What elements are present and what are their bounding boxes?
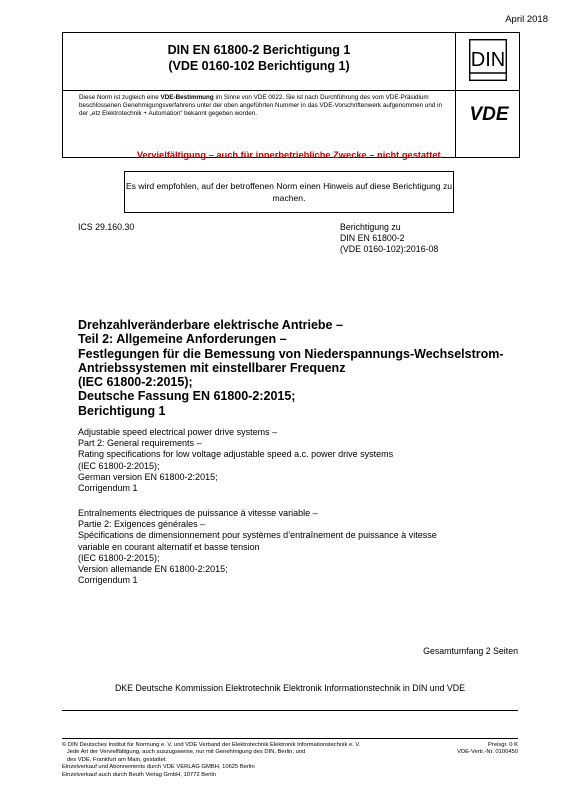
footer-divider-top (62, 710, 518, 711)
price-group: Preisgr. 0 K (488, 742, 518, 748)
german-title-line: Teil 2: Allgemeine Anforderungen – (78, 332, 287, 347)
french-title-line: Spécifications de dimensionnement pour systèmes d’entraînement de puissance à vitesse (78, 530, 437, 541)
french-title-line: variable en courant alternatif et basse tension (78, 541, 260, 552)
header-divider-vertical (455, 33, 456, 157)
vde-statement (79, 94, 445, 118)
german-title-line: Berichtigung 1 (78, 403, 166, 418)
ics-number: ICS 29.160.30 (78, 222, 135, 232)
reproduction-warning: Vervielfältigung – auch für innerbetriebliche Zwecke – nicht gestattet. (136, 150, 444, 160)
footer-divider-bottom (62, 738, 518, 739)
vde-statement-post: im Sinne von VDE 0022. Sie ist nach Durchführung des vom VDE-Präsidium beschlossenen Genehmigungsverfahrens unter der oben angeführten Nummer in das VDE-Vorschriftenwerk aufgenommen und in der „etz Elektrotechnik + Automation“ bekannt gegeben worden. (79, 94, 442, 117)
german-title-line: Deutsche Fassung EN 61800-2:2015; (78, 389, 296, 404)
vde-statement-pre: Diese Norm ist zugleich eine (79, 94, 161, 101)
french-title-line: Corrigendum 1 (78, 575, 138, 586)
vde-contract-number: VDE-Vertr.-Nr. 0100450 (457, 749, 518, 756)
english-title-line: Rating specifications for low voltage adjustable speed a.c. power drive systems (78, 449, 394, 460)
vde-logo (461, 103, 517, 125)
german-title-line: Antriebssystemen mit einstellbarer Frequenz (78, 360, 346, 375)
berichtigung-reference (340, 222, 438, 255)
page-count: Gesamtumfang 2 Seiten (423, 646, 518, 656)
english-title-line: (IEC 61800-2:2015); (78, 460, 160, 471)
footer-line: Jede Art der Vervielfältigung, auch auszugsweise, nur mit Genehmigung des DIN, Berlin, und (62, 749, 306, 756)
footer-line: Einzelverkauf auch durch Beuth Verlag GmbH, 10772 Berlin (62, 771, 217, 778)
berichtigung-line: DIN EN 61800-2 (340, 233, 405, 243)
title-line-1: DIN EN 61800-2 Berichtigung 1 (167, 43, 351, 57)
header-box (62, 32, 520, 158)
german-title-line: (IEC 61800-2:2015); (78, 375, 193, 390)
dke-statement: DKE Deutsche Kommission Elektrotechnik Elektronik Informationstechnik in DIN und VDE (114, 683, 466, 693)
english-title-line: German version EN 61800-2:2015; (78, 471, 218, 482)
price-info (457, 742, 518, 757)
document-title (63, 42, 455, 74)
french-title-line: Partie 2: Exigences générales – (78, 519, 206, 530)
copyright-footer (62, 742, 432, 779)
footer-line: des VDE, Frankfurt am Main, gestattet. (62, 756, 168, 763)
german-title-line: Festlegungen für die Bemessung von Niederspannungs-Wechselstrom- (78, 346, 504, 361)
din-logo-text: DIN (470, 49, 506, 71)
berichtigung-line: Berichtigung zu (340, 222, 401, 232)
english-title (78, 427, 518, 494)
din-logo (469, 39, 507, 81)
berichtigung-line: (VDE 0160-102):2016-08 (340, 244, 439, 254)
french-title (78, 508, 518, 586)
german-title (78, 318, 518, 418)
french-title-line: Entraînements électriques de puissance à vitesse variable – (78, 508, 318, 518)
footer-line: Einzelverkauf und Abonnements durch VDE VERLAG GMBH, 10625 Berlin (62, 764, 255, 771)
french-title-line: (IEC 61800-2:2015); (78, 552, 160, 563)
footer-line: © DIN Deutsches Institut für Normung e. V. und VDE Verband der Elektrotechnik Elektronik Informationstechnik e. V. (62, 742, 361, 748)
german-title-line: Drehzahlveränderbare elektrische Antriebe – (78, 318, 343, 332)
title-line-2: (VDE 0160-102 Berichtigung 1) (168, 59, 350, 73)
issue-date: April 2018 (505, 14, 548, 25)
english-title-line: Adjustable speed electrical power drive systems – (78, 427, 278, 437)
vde-statement-bold: VDE-Bestimmung (160, 94, 214, 101)
english-title-line: Part 2: General requirements – (78, 438, 202, 449)
recommendation-note: Es wird empfohlen, auf der betroffenen Norm einen Hinweis auf diese Berichtigung zu machen. (124, 171, 454, 213)
vde-logo-text: VDE (469, 104, 509, 125)
header-divider-horizontal (63, 90, 519, 91)
french-title-line: Version allemande EN 61800-2:2015; (78, 564, 228, 575)
english-title-line: Corrigendum 1 (78, 483, 138, 494)
